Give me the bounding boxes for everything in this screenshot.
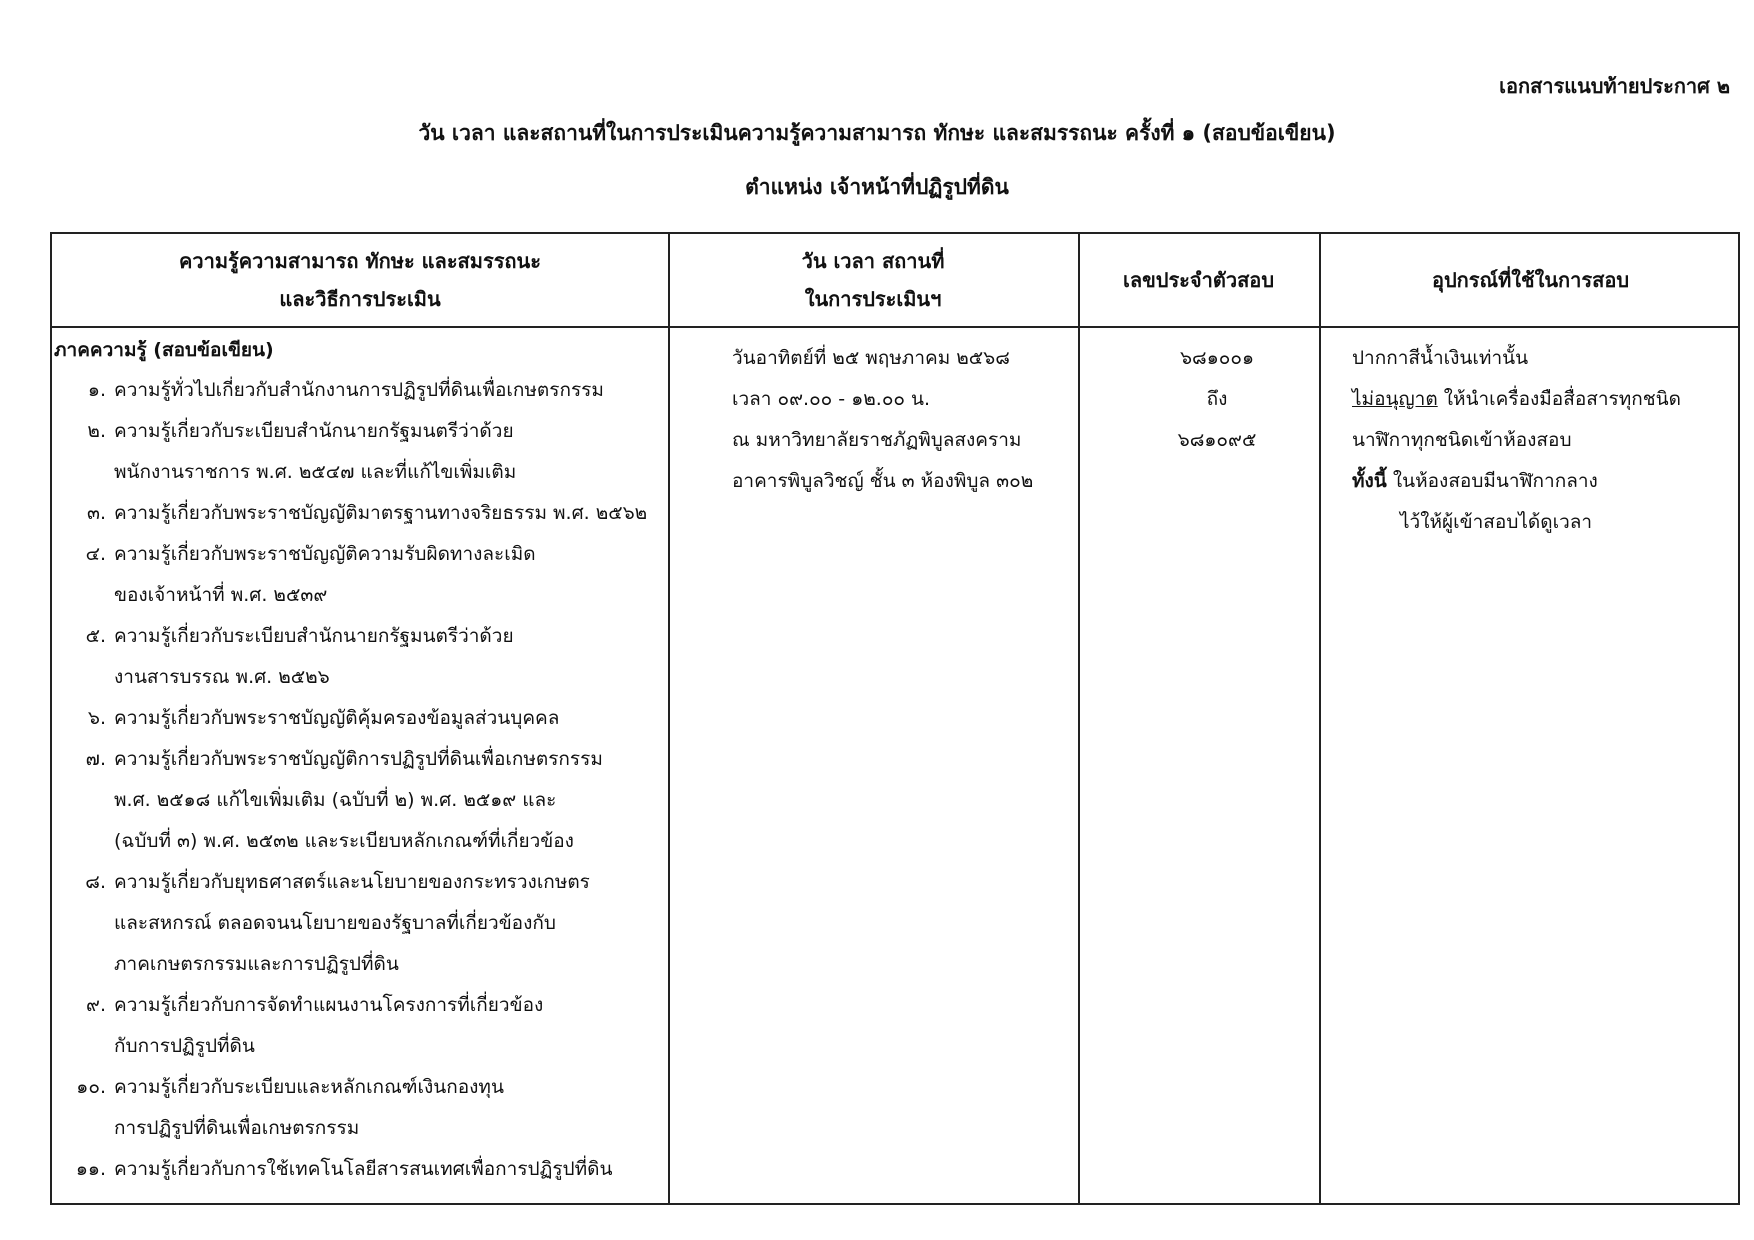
knowledge-item: [54, 411, 724, 493]
not-allowed-text: ไม่อนุญาต: [1352, 388, 1438, 410]
item-text: [114, 985, 724, 1067]
exam-time: เวลา ๐๙.๐๐ - ๑๒.๐๐ น.: [732, 388, 931, 410]
knowledge-item: [54, 698, 724, 739]
item-text: [114, 493, 724, 534]
item-text: [114, 411, 724, 493]
item-line: ความรู้เกี่ยวกับระเบียบสำนักนายกรัฐมนตรีว่าด้วย: [114, 625, 514, 647]
item-line: ความรู้เกี่ยวกับระเบียบสำนักนายกรัฐมนตรีว่าด้วย: [114, 420, 514, 442]
section-title: ภาคความรู้ (สอบข้อเขียน): [54, 339, 274, 361]
item-line: การปฏิรูปที่ดินเพื่อเกษตรกรรม: [114, 1117, 360, 1139]
item-number: ๓.: [86, 502, 106, 524]
knowledge-item: [54, 616, 724, 698]
header-equipment: [1319, 234, 1742, 326]
header-line: เลขประจำตัวสอบ: [1122, 268, 1275, 292]
knowledge-item: [54, 739, 724, 862]
item-number: ๒.: [87, 420, 106, 442]
item-line: ความรู้เกี่ยวกับพระราชบัญญัติคุ้มครองข้อมูลส่วนบุคคล: [114, 707, 560, 729]
item-line: พ.ศ. ๒๕๑๘ แก้ไขเพิ่มเติม (ฉบับที่ ๒) พ.ศ. ๒๕๑๙ และ: [114, 789, 557, 811]
item-line: และสหกรณ์ ตลอดจนนโยบายของรัฐบาลที่เกี่ยวข้องกับ: [114, 912, 556, 934]
item-text: [114, 739, 724, 862]
knowledge-list: [54, 370, 724, 1190]
knowledge-item: [54, 985, 724, 1067]
attachment-label: เอกสารแนบท้ายประกาศ ๒: [1499, 74, 1730, 98]
header-line: ในการประเมินฯ: [804, 287, 942, 311]
knowledge-item: [54, 1149, 724, 1190]
item-text: [114, 616, 724, 698]
equipment-line: ปากกาสีน้ำเงินเท่านั้น: [1352, 347, 1529, 369]
equipment-line: [1352, 461, 1692, 502]
equipment-text: ในห้องสอบมีนาฬิกากลาง: [1386, 470, 1598, 492]
exam-venue: ณ มหาวิทยาลัยราชภัฏพิบูลสงคราม: [732, 429, 1022, 451]
exam-id-from: ๖๘๑๐๐๑: [1179, 347, 1255, 369]
header-line: และวิธีการประเมิน: [279, 287, 441, 311]
item-number: ๙.: [86, 994, 106, 1016]
item-text: [114, 1149, 724, 1190]
header-line: ความรู้ความสามารถ ทักษะ และสมรรถนะ: [179, 249, 541, 273]
item-number: ๑.: [87, 379, 106, 401]
equipment-line: [1352, 379, 1692, 420]
item-text: [114, 1067, 724, 1149]
item-line: ความรู้เกี่ยวกับการจัดทำแผนงานโครงการที่เกี่ยวข้อง: [114, 994, 544, 1016]
exam-date: วันอาทิตย์ที่ ๒๕ พฤษภาคม ๒๕๖๘: [732, 347, 1010, 369]
item-line: ภาคเกษตรกรรมและการปฏิรูปที่ดิน: [114, 953, 399, 975]
header-line: อุปกรณ์ที่ใช้ในการสอบ: [1431, 268, 1630, 292]
item-number: ๖.: [87, 707, 106, 729]
exam-building: อาคารพิบูลวิชญ์ ชั้น ๓ ห้องพิบูล ๓๐๒: [732, 470, 1034, 492]
knowledge-item: [54, 370, 724, 411]
exam-id-column: [1092, 338, 1342, 461]
item-text: [114, 534, 724, 616]
item-number: ๑๑.: [75, 1158, 106, 1180]
item-line: (ฉบับที่ ๓) พ.ศ. ๒๕๓๒ และระเบียบหลักเกณฑ์ที่เกี่ยวข้อง: [114, 830, 574, 852]
header-schedule: [668, 234, 1078, 326]
equipment-column: [1352, 338, 1692, 543]
item-line: ความรู้เกี่ยวกับการใช้เทคโนโลยีสารสนเทศเพื่อการปฏิรูปที่ดิน: [114, 1158, 613, 1180]
item-number: ๕.: [85, 625, 106, 647]
exam-id-to-word: ถึง: [1206, 388, 1228, 410]
item-line: ความรู้เกี่ยวกับพระราชบัญญัติความรับผิดทางละเมิด: [114, 543, 536, 565]
knowledge-item: [54, 862, 724, 985]
knowledge-item: [54, 493, 724, 534]
knowledge-column: [54, 330, 724, 1190]
item-line: ความรู้เกี่ยวกับพระราชบัญญัติมาตรฐานทางจริยธรรม พ.ศ. ๒๕๖๒: [114, 502, 648, 524]
equipment-line: ไว้ให้ผู้เข้าสอบได้ดูเวลา: [1400, 511, 1593, 533]
document-title: วัน เวลา และสถานที่ในการประเมินความรู้ความสามารถ ทักษะ และสมรรถนะ ครั้งที่ ๑ (สอบข้อเขียน): [418, 121, 1336, 145]
item-line: งานสารบรรณ พ.ศ. ๒๕๒๖: [114, 666, 330, 688]
position-title: ตำแหน่ง เจ้าหน้าที่ปฏิรูปที่ดิน: [745, 175, 1009, 199]
item-number: ๑๐.: [76, 1076, 106, 1098]
item-line: ความรู้ทั่วไปเกี่ยวกับสำนักงานการปฏิรูปที่ดินเพื่อเกษตรกรรม: [114, 379, 604, 401]
knowledge-item: [54, 534, 724, 616]
item-text: [114, 698, 724, 739]
item-text: [114, 370, 724, 411]
knowledge-item: [54, 1067, 724, 1149]
note-label: ทั้งนี้: [1352, 470, 1387, 492]
equipment-text: ให้นำเครื่องมือสื่อสารทุกชนิด: [1437, 388, 1681, 410]
item-line: ความรู้เกี่ยวกับยุทธศาสตร์และนโยบายของกระทรวงเกษตร: [114, 871, 590, 893]
header-line: วัน เวลา สถานที่: [801, 249, 945, 273]
item-number: ๔.: [85, 543, 106, 565]
exam-id-to: ๖๘๑๐๙๕: [1177, 429, 1257, 451]
item-number: ๗.: [85, 748, 106, 770]
item-line: พนักงานราชการ พ.ศ. ๒๕๔๗ และที่แก้ไขเพิ่มเติม: [114, 461, 517, 483]
schedule-column: [732, 338, 1102, 502]
item-line: ความรู้เกี่ยวกับระเบียบและหลักเกณฑ์เงินกองทุน: [114, 1076, 504, 1098]
equipment-line: นาฬิกาทุกชนิดเข้าห้องสอบ: [1352, 429, 1572, 451]
item-number: ๘.: [85, 871, 106, 893]
item-text: [114, 862, 724, 985]
header-divider: [52, 326, 1738, 328]
header-knowledge: [52, 234, 668, 326]
header-exam-id: [1078, 234, 1319, 326]
item-line: ของเจ้าหน้าที่ พ.ศ. ๒๕๓๙: [114, 584, 328, 606]
item-line: ความรู้เกี่ยวกับพระราชบัญญัติการปฏิรูปที่ดินเพื่อเกษตรกรรม: [114, 748, 603, 770]
item-line: กับการปฏิรูปที่ดิน: [114, 1035, 255, 1057]
